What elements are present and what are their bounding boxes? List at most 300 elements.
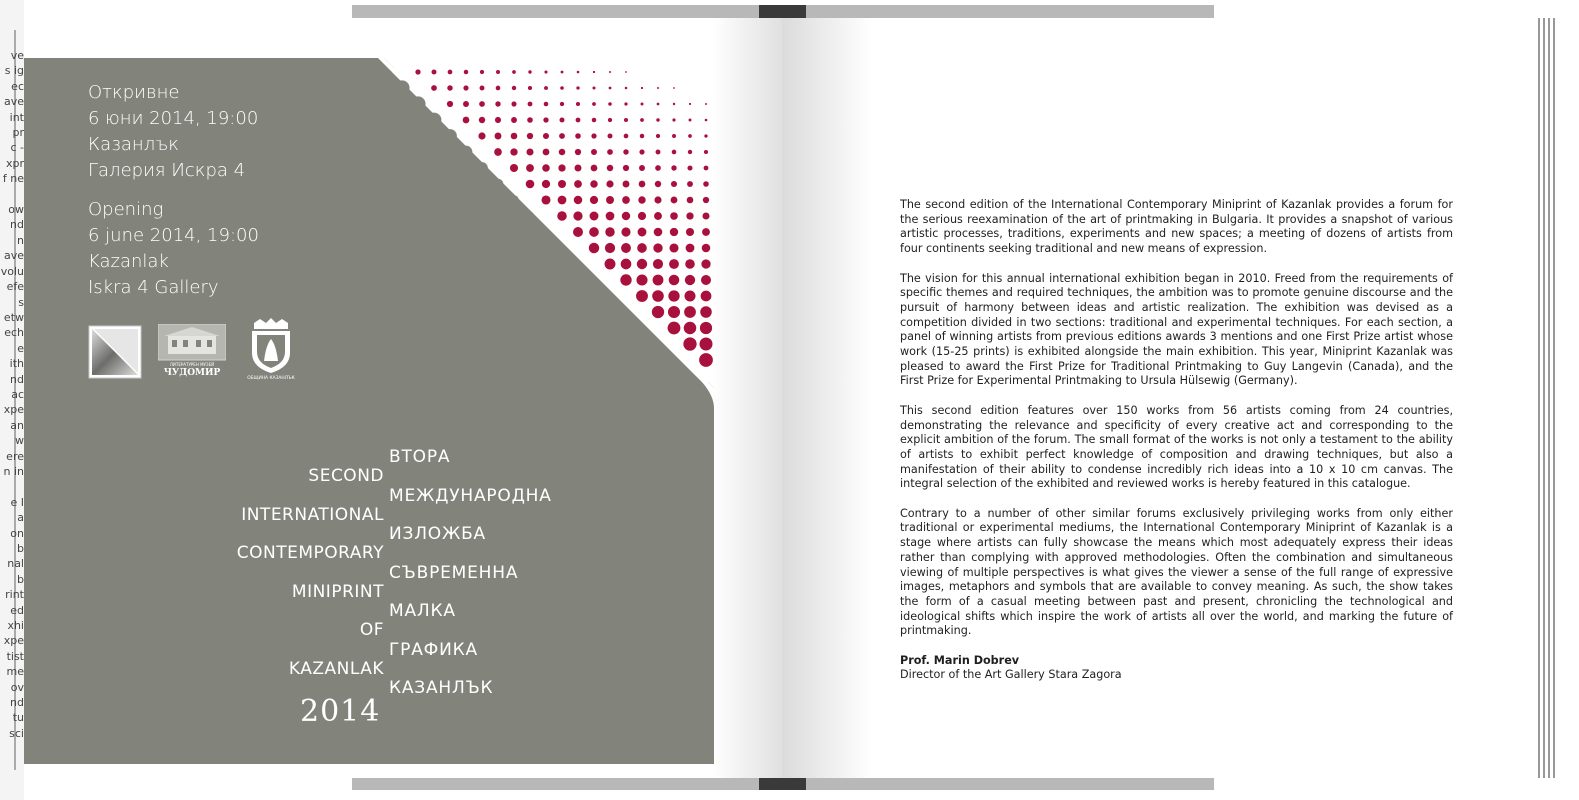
halftone-dot bbox=[654, 212, 662, 220]
bleed-fragment: etw bbox=[3, 310, 24, 324]
bleed-fragment: ec bbox=[11, 79, 24, 93]
halftone-dot bbox=[444, 210, 456, 222]
halftone-dot bbox=[493, 259, 502, 268]
halftone-dot bbox=[640, 134, 644, 138]
halftone-dot bbox=[561, 359, 563, 361]
halftone-dot bbox=[526, 164, 534, 172]
bleed-fragment: n in bbox=[3, 464, 24, 478]
halftone-dot bbox=[640, 118, 644, 122]
halftone-dot bbox=[480, 342, 485, 347]
halftone-dot bbox=[464, 70, 468, 74]
halftone-dot bbox=[702, 212, 709, 219]
halftone-dot bbox=[527, 309, 534, 316]
bleed-fragment: nal bbox=[7, 557, 24, 571]
halftone-dot bbox=[511, 101, 516, 106]
halftone-dot bbox=[668, 290, 679, 301]
halftone-dot bbox=[415, 341, 421, 347]
halftone-dot bbox=[463, 85, 468, 90]
halftone-dot bbox=[652, 306, 664, 318]
halftone-dot bbox=[410, 96, 425, 111]
halftone-dot bbox=[558, 164, 565, 171]
page-edge-line bbox=[1543, 18, 1545, 778]
halftone-dot bbox=[460, 178, 472, 190]
halftone-dot bbox=[686, 244, 695, 253]
halftone-dot bbox=[477, 243, 487, 253]
halftone-dot bbox=[576, 102, 580, 106]
halftone-dot bbox=[641, 87, 643, 89]
halftone-dot bbox=[637, 259, 647, 269]
bleed-fragment: nd bbox=[10, 218, 24, 232]
halftone-dot bbox=[622, 212, 630, 220]
halftone-dot bbox=[704, 134, 707, 137]
halftone-dot bbox=[592, 278, 596, 282]
halftone-dot bbox=[495, 117, 501, 123]
halftone-dot bbox=[686, 212, 693, 219]
halftone-dot bbox=[576, 294, 581, 299]
halftone-dot bbox=[607, 149, 613, 155]
halftone-dot bbox=[589, 243, 599, 253]
halftone-dot bbox=[427, 161, 441, 175]
bleed-fragment: ave bbox=[3, 95, 24, 109]
halftone-dot bbox=[461, 243, 472, 254]
halftone-dot bbox=[608, 134, 613, 139]
halftone-dot bbox=[559, 309, 564, 314]
halftone-dot bbox=[528, 102, 533, 107]
halftone-dot bbox=[394, 112, 409, 127]
halftone-dot bbox=[669, 259, 679, 269]
bleed-fragment: volu bbox=[0, 264, 24, 278]
bleed-fragment: ave bbox=[3, 249, 24, 263]
opening-bg-line: Откривне bbox=[88, 82, 180, 103]
halftone-dot bbox=[511, 133, 518, 140]
halftone-dot bbox=[461, 275, 471, 285]
halftone-dot bbox=[701, 291, 712, 302]
halftone-dot bbox=[621, 243, 631, 253]
halftone-dot bbox=[542, 164, 550, 172]
halftone-dot bbox=[463, 101, 469, 107]
halftone-dot bbox=[428, 242, 440, 254]
bleed-fragment: s ig bbox=[4, 64, 24, 78]
halftone-dot bbox=[493, 179, 504, 190]
halftone-dot bbox=[526, 212, 535, 221]
halftone-dot bbox=[557, 211, 567, 221]
halftone-dot bbox=[427, 145, 441, 159]
halftone-dot bbox=[590, 180, 597, 187]
halftone-dot bbox=[592, 326, 595, 329]
halftone-dot bbox=[559, 245, 565, 251]
next-pages-edge[interactable] bbox=[1534, 18, 1564, 778]
halftone-dot bbox=[396, 322, 408, 334]
halftone-dot bbox=[608, 294, 611, 297]
halftone-dot bbox=[412, 306, 424, 318]
halftone-dot bbox=[477, 275, 487, 285]
halftone-dot bbox=[700, 306, 712, 318]
halftone-dot bbox=[427, 193, 440, 206]
halftone-dot bbox=[460, 226, 471, 237]
halftone-dot bbox=[428, 274, 440, 286]
halftone-dot bbox=[704, 150, 708, 154]
halftone-dot bbox=[625, 311, 627, 313]
halftone-dot bbox=[394, 176, 409, 191]
halftone-dot bbox=[427, 209, 440, 222]
halftone-dot bbox=[672, 118, 675, 121]
bleed-fragment: ere bbox=[6, 449, 24, 463]
bleed-fragment: xpe bbox=[3, 403, 24, 417]
halftone-dot bbox=[543, 117, 548, 122]
title-bg-line: МЕЖДУНАРОДНА bbox=[389, 485, 552, 506]
signature-title: Director of the Art Gallery Stara Zagora bbox=[900, 668, 1122, 682]
halftone-dot bbox=[415, 357, 421, 363]
halftone-dot bbox=[685, 259, 695, 269]
halftone-dot bbox=[493, 195, 503, 205]
halftone-dot bbox=[543, 261, 550, 268]
bleed-fragment: ed bbox=[10, 603, 24, 617]
halftone-dot bbox=[577, 71, 580, 74]
halftone-dot bbox=[394, 160, 409, 175]
halftone-dot bbox=[606, 180, 613, 187]
halftone-dot bbox=[542, 228, 549, 235]
bleed-fragment: b bbox=[17, 542, 24, 555]
halftone-dot bbox=[641, 103, 644, 106]
halftone-dot bbox=[428, 306, 439, 317]
halftone-dot bbox=[431, 85, 437, 91]
halftone-dot bbox=[561, 343, 564, 346]
bleed-fragment: an bbox=[10, 418, 24, 432]
halftone-dot bbox=[395, 209, 410, 224]
opening-en-line: Kazanlak bbox=[88, 251, 169, 272]
halftone-dot bbox=[559, 149, 566, 156]
halftone-dot bbox=[559, 117, 564, 122]
halftone-dot bbox=[621, 259, 632, 270]
halftone-dot bbox=[460, 210, 472, 222]
halftone-dot bbox=[577, 343, 579, 345]
foreword-text bbox=[900, 198, 1453, 683]
title-en-line: INTERNATIONAL bbox=[241, 504, 384, 525]
previous-page-edge[interactable] bbox=[0, 0, 24, 800]
halftone-dot bbox=[543, 309, 549, 315]
halftone-dot bbox=[415, 69, 420, 74]
halftone-dot bbox=[447, 85, 452, 90]
bleed-fragment: e I bbox=[10, 495, 24, 509]
halftone-dot bbox=[592, 310, 596, 314]
halftone-dot bbox=[510, 308, 517, 315]
foreword-paragraph: This second edition features over 150 works from 56 artists coming from 24 countries, demonstrating the relevance and specificity of every creative act and corresponding to the explicit ambition of the forum. The small format of the works is not only a testament to the ability of artists to exhibit perfect knowledge of composition and drawing techniques, but also a manifestation of their ability to condense incredibly rich ideas into a 10 x 10 cm canvas. The integral selection of the exhibited and reviewed works is hereby featured in this catalogue. bbox=[900, 403, 1453, 491]
title-bg-line: ИЗЛОЖБА bbox=[389, 524, 486, 544]
halftone-dot bbox=[576, 86, 579, 89]
halftone-dot bbox=[638, 212, 646, 220]
halftone-dot bbox=[560, 326, 565, 331]
title-en-line: CONTEMPORARY bbox=[236, 543, 384, 563]
halftone-dot bbox=[431, 357, 437, 363]
halftone-dot bbox=[592, 118, 597, 123]
halftone-dot bbox=[670, 228, 678, 236]
halftone-dot bbox=[395, 289, 408, 302]
halftone-dot bbox=[496, 358, 500, 362]
halftone-dot bbox=[395, 241, 409, 255]
halftone-dot bbox=[528, 358, 531, 361]
halftone-dot bbox=[684, 290, 695, 301]
chudomir-logo-text: ЧУДОМИР bbox=[163, 368, 221, 378]
halftone-dot bbox=[443, 161, 456, 174]
halftone-dot bbox=[427, 177, 441, 191]
halftone-dot bbox=[494, 292, 503, 301]
halftone-dot bbox=[545, 359, 548, 362]
halftone-dot bbox=[526, 276, 533, 283]
halftone-dot bbox=[411, 145, 426, 160]
halftone-dot bbox=[461, 307, 471, 317]
halftone-dot bbox=[528, 70, 531, 73]
halftone-dot bbox=[576, 310, 580, 314]
halftone-dot bbox=[684, 322, 697, 335]
halftone-dot bbox=[609, 87, 612, 90]
halftone-dot bbox=[510, 228, 519, 237]
halftone-dot bbox=[620, 274, 631, 285]
halftone-dot bbox=[574, 196, 583, 205]
bleed-fragment: ve bbox=[10, 49, 24, 62]
halftone-dot bbox=[464, 358, 469, 363]
page-edge-line bbox=[1548, 18, 1550, 778]
halftone-dot bbox=[624, 134, 629, 139]
halftone-dot bbox=[653, 243, 662, 252]
halftone-dot bbox=[477, 211, 488, 222]
bleed-fragment: w bbox=[15, 434, 24, 448]
halftone-dot bbox=[411, 161, 426, 176]
halftone-dot bbox=[493, 211, 503, 221]
title-english bbox=[237, 457, 384, 688]
halftone-dot bbox=[656, 134, 660, 138]
halftone-dot bbox=[575, 149, 581, 155]
halftone-dot bbox=[656, 118, 659, 121]
halftone-dot bbox=[477, 259, 487, 269]
halftone-dot bbox=[702, 228, 710, 236]
halftone-dot bbox=[460, 162, 472, 174]
halftone-dot bbox=[478, 324, 487, 333]
opening-bg-line: Галерия Искра 4 bbox=[88, 160, 246, 181]
halftone-dot bbox=[495, 133, 502, 140]
halftone-dot bbox=[576, 326, 580, 330]
halftone-dot bbox=[543, 293, 549, 299]
miniprint-logo bbox=[88, 325, 142, 379]
bleed-fragment: xhi bbox=[7, 619, 24, 633]
title-bg-line: МАЛКА bbox=[389, 601, 456, 621]
halftone-dot bbox=[444, 258, 455, 269]
halftone-dot bbox=[687, 165, 692, 170]
halftone-dot bbox=[512, 358, 516, 362]
title-bg-line: КАЗАНЛЪК bbox=[389, 678, 494, 698]
halftone-dot bbox=[494, 276, 503, 285]
halftone-dot bbox=[476, 194, 487, 205]
opening-info-bg bbox=[88, 80, 258, 184]
halftone-dot bbox=[700, 322, 712, 334]
foreword-paragraph: The second edition of the International Contemporary Miniprint of Kazanlak provides a forum for the serious reexamination of the art of printmaking in Bulgaria. It provides a snapshot of various artistic processes, traditions, experiments and new spaces; a meeting of dozens of artists from four continents seeking traditional and new means of expression. bbox=[900, 198, 1453, 256]
halftone-dot bbox=[606, 212, 615, 221]
halftone-dot bbox=[672, 150, 677, 155]
halftone-dot bbox=[639, 165, 645, 171]
halftone-dot bbox=[654, 196, 661, 203]
halftone-dot bbox=[699, 353, 713, 367]
bleed-fragment: xpr bbox=[5, 156, 24, 170]
halftone-dot bbox=[573, 227, 583, 237]
halftone-dot bbox=[671, 165, 676, 170]
halftone-dot bbox=[445, 291, 456, 302]
opening-bg-line: Казанлък bbox=[88, 134, 179, 155]
bleed-fragment: - c bbox=[10, 141, 24, 155]
halftone-dot bbox=[544, 102, 549, 107]
halftone-dot bbox=[606, 196, 614, 204]
halftone-dot bbox=[558, 180, 566, 188]
halftone-dot bbox=[671, 181, 677, 187]
bleed-fragment: s bbox=[18, 295, 24, 309]
halftone-dot bbox=[655, 181, 661, 187]
halftone-dot bbox=[576, 118, 581, 123]
spine-top-mark bbox=[759, 5, 806, 18]
halftone-dot bbox=[463, 117, 470, 124]
bleed-fragment: int bbox=[9, 110, 24, 124]
halftone-dot bbox=[445, 323, 455, 333]
bleed-fragment: ith bbox=[9, 357, 24, 371]
halftone-dot bbox=[464, 342, 469, 347]
halftone-dot bbox=[526, 244, 534, 252]
halftone-dot bbox=[624, 102, 627, 105]
halftone-dot bbox=[544, 70, 547, 73]
halftone-dot bbox=[526, 148, 533, 155]
halftone-dot bbox=[412, 258, 425, 271]
bleed-fragment: a bbox=[17, 511, 24, 525]
halftone-dot bbox=[480, 70, 484, 74]
halftone-dot bbox=[605, 259, 616, 270]
halftone-dot bbox=[511, 117, 517, 123]
halftone-dot bbox=[673, 87, 675, 89]
halftone-dot bbox=[510, 260, 518, 268]
previous-page-text-fragments bbox=[0, 48, 24, 741]
halftone-dot bbox=[688, 134, 692, 138]
halftone-dot bbox=[593, 343, 595, 345]
halftone-dot bbox=[687, 197, 694, 204]
halftone-dot bbox=[609, 327, 612, 330]
halftone-dot bbox=[443, 145, 457, 159]
halftone-dot bbox=[477, 227, 487, 237]
halftone-dot bbox=[526, 228, 534, 236]
halftone-dot bbox=[574, 180, 582, 188]
halftone-dot bbox=[575, 261, 580, 266]
foreword-paragraph: The vision for this annual international exhibition began in 2010. Freed from the requirements of specific themes and required techniques, the ambition was to promote genuine discourse and the pursuit of harmony between ideas and artistic realization. The exhibition was devised as a competition divided in two sections: traditional and experimental techniques. For each section, a panel of winning artists from previous editions awards 3 mentions and one First Prize artist whose work (15-25 prints) is exhibited alongside the main exhibition. This year, Miniprint Kazanlak was pleased to award the First Prize for Traditional Printmaking to Guy Langevin (Canada), and the First Prize for Experimental Printmaking to Ursula Hülsewig (Germany). bbox=[900, 271, 1453, 388]
halftone-dot bbox=[607, 165, 613, 171]
halftone-dot bbox=[527, 133, 533, 139]
bleed-fragment bbox=[0, 479, 24, 494]
halftone-dot bbox=[689, 119, 692, 122]
halftone-dot bbox=[621, 227, 630, 236]
halftone-dot bbox=[541, 195, 550, 204]
halftone-dot bbox=[670, 212, 678, 220]
halftone-dot bbox=[478, 132, 485, 139]
halftone-dot bbox=[591, 133, 596, 138]
halftone-dot bbox=[444, 178, 457, 191]
halftone-dot bbox=[657, 103, 660, 106]
title-bg-line: ВТОРА bbox=[389, 447, 451, 467]
halftone-dot bbox=[445, 307, 455, 317]
halftone-dot bbox=[543, 133, 549, 139]
halftone-dot bbox=[428, 258, 440, 270]
halftone-dot bbox=[510, 292, 518, 300]
halftone-dot bbox=[701, 259, 710, 268]
halftone-dot bbox=[427, 129, 442, 144]
halftone-dot bbox=[705, 103, 707, 105]
halftone-dot bbox=[431, 69, 436, 74]
halftone-dot bbox=[396, 306, 409, 319]
halftone-dot bbox=[495, 101, 500, 106]
halftone-dot bbox=[623, 181, 630, 188]
halftone-dot bbox=[461, 291, 471, 301]
bleed-fragment: e bbox=[17, 341, 24, 355]
halftone-dot bbox=[559, 133, 565, 139]
halftone-dot bbox=[429, 323, 440, 334]
halftone-dot bbox=[668, 306, 680, 318]
signature-name: Prof. Marin Dobrev bbox=[900, 653, 1020, 667]
halftone-dot bbox=[637, 243, 647, 253]
halftone-dot bbox=[590, 196, 598, 204]
halftone-dot bbox=[558, 196, 567, 205]
halftone-dot bbox=[461, 259, 472, 270]
halftone-dot bbox=[669, 243, 678, 252]
halftone-dot bbox=[590, 212, 599, 221]
foreword-paragraph: Contrary to a number of other similar forums exclusively privileging works from only either traditional or experimental mediums, the International Contemporary Miniprint of Kazanlak is a stage where artists can fully showcase the means which most adequately express their ideas rather than complying with approved methodologies. Often the combination and simultaneous viewing of multiple perspectives is what gives the viewer a sense of the full range of expressive images, metaphors and symbols that are available to convey meaning. As such, the show takes the form of a casual meeting between past and present, chronicling the technological and ideological shifts which inspire the work of artists all over the world, and marking the future of printmaking. bbox=[900, 506, 1453, 638]
halftone-dot bbox=[592, 102, 596, 106]
page-edge-line bbox=[1553, 18, 1555, 778]
halftone-dot bbox=[411, 193, 425, 207]
halftone-dot bbox=[399, 357, 406, 364]
halftone-dot bbox=[559, 277, 565, 283]
halftone-dot bbox=[574, 164, 581, 171]
halftone-dot bbox=[560, 86, 564, 90]
halftone-dot bbox=[639, 149, 644, 154]
bleed-fragment: rint bbox=[5, 588, 24, 602]
halftone-dot bbox=[428, 226, 441, 239]
title-bg-line: ГРАФИКА bbox=[389, 639, 478, 660]
halftone-dot bbox=[443, 129, 457, 143]
halftone-dot bbox=[592, 86, 595, 89]
halftone-dot bbox=[412, 290, 424, 302]
halftone-dot bbox=[544, 86, 548, 90]
halftone-dot bbox=[527, 325, 533, 331]
halftone-dot bbox=[591, 149, 597, 155]
halftone-dot bbox=[542, 244, 549, 251]
halftone-dot bbox=[447, 357, 452, 362]
halftone-dot bbox=[653, 275, 664, 286]
halftone-dot bbox=[575, 133, 581, 139]
bleed-fragment bbox=[0, 187, 24, 202]
halftone-dot bbox=[395, 257, 409, 271]
halftone-dot bbox=[496, 70, 500, 74]
halftone-dot bbox=[624, 118, 628, 122]
halftone-dot bbox=[411, 209, 425, 223]
halftone-dot bbox=[575, 277, 580, 282]
halftone-dot bbox=[528, 342, 531, 345]
halftone-dot bbox=[592, 294, 596, 298]
halftone-dot bbox=[656, 150, 661, 155]
halftone-dot bbox=[444, 274, 455, 285]
halftone-dot bbox=[394, 144, 409, 159]
bleed-fragment: on bbox=[10, 526, 24, 540]
halftone-dot bbox=[461, 323, 470, 332]
halftone-dot bbox=[431, 341, 437, 347]
halftone-dot bbox=[543, 277, 550, 284]
title-bg-line: СЪВРЕМЕННА bbox=[389, 562, 519, 583]
bleed-fragment: b bbox=[17, 572, 24, 586]
halftone-dot bbox=[561, 71, 564, 74]
halftone-dot bbox=[509, 211, 518, 220]
municipality-logo-text: ОБЩИНА КАЗАНЛЪК bbox=[247, 376, 295, 381]
halftone-dot bbox=[399, 341, 406, 348]
